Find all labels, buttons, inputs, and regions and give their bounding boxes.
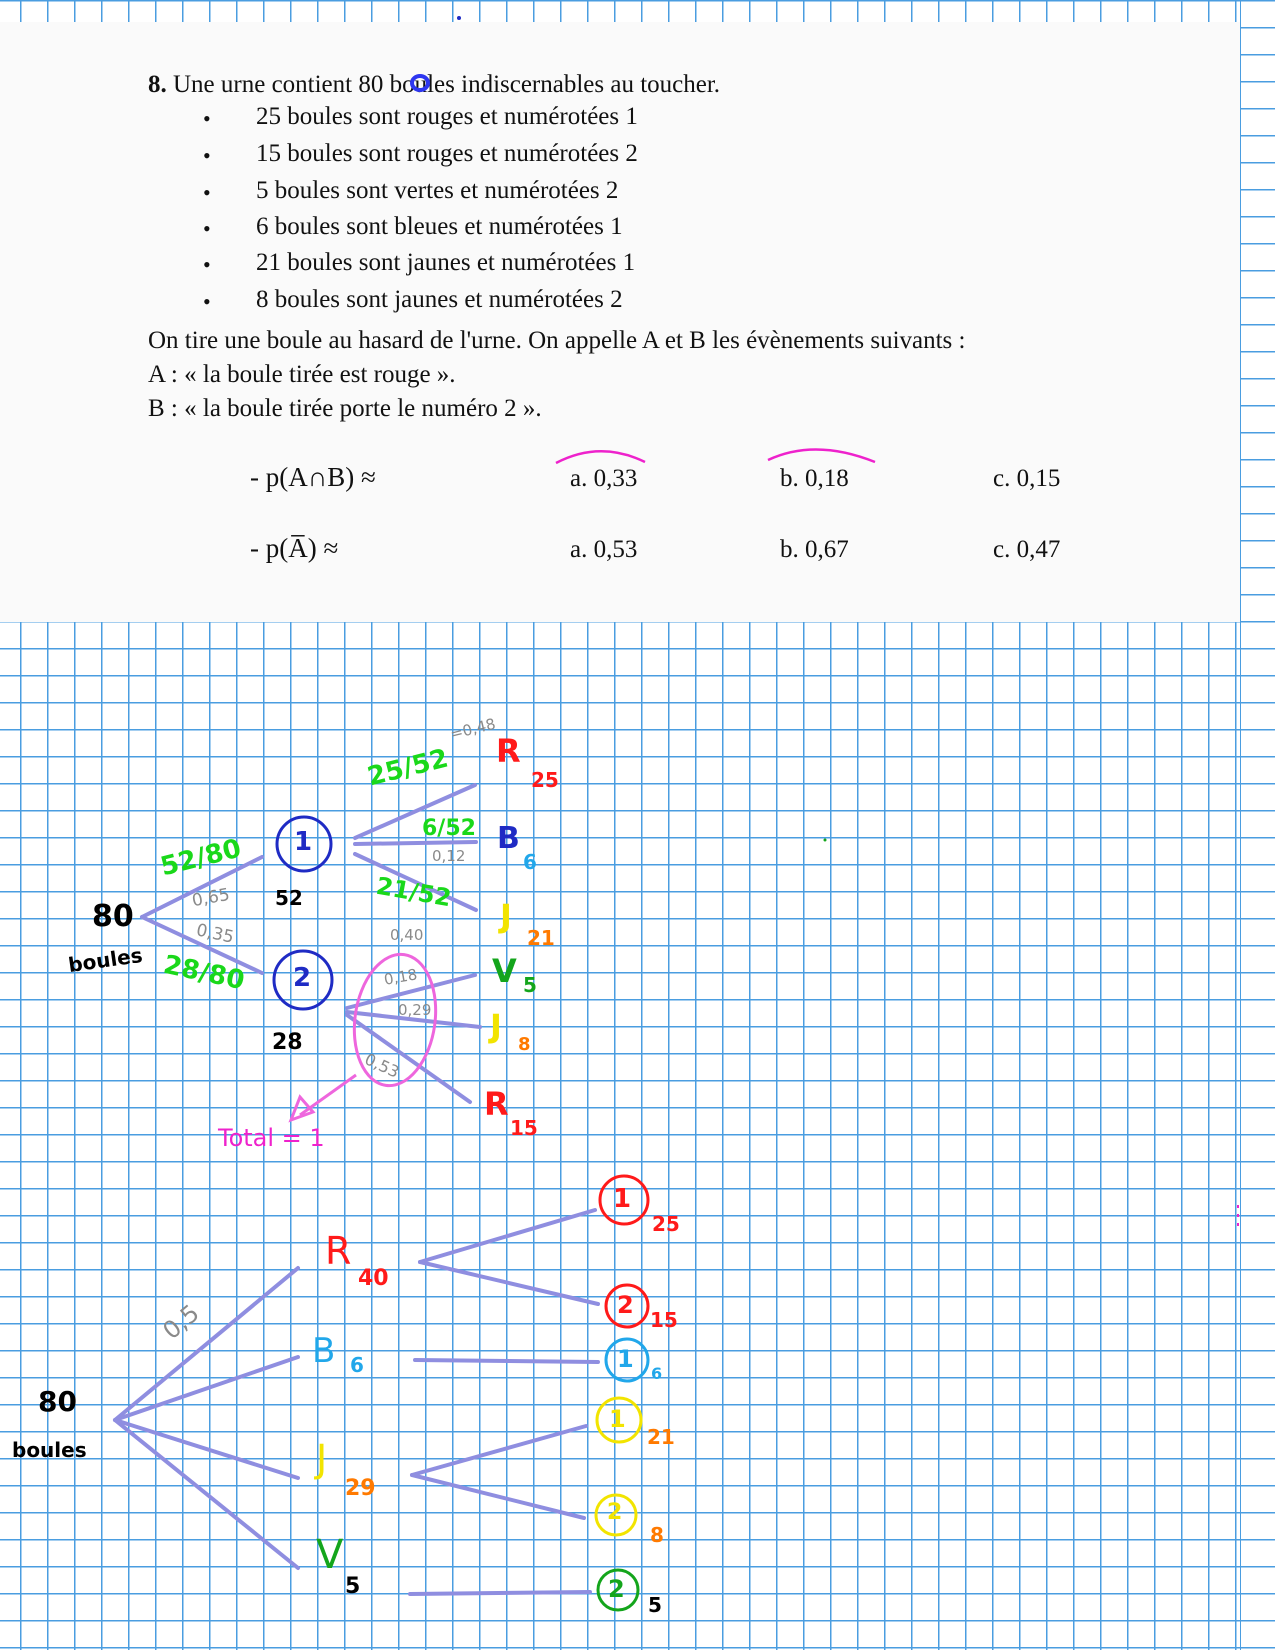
leaf2-count: 6: [523, 850, 537, 874]
color-r-letter: R: [325, 1229, 352, 1273]
leaf3-dec: 0,40: [390, 926, 424, 944]
leaf2-letter: B: [497, 821, 520, 856]
bullet: •: [203, 106, 211, 131]
leaf4-dec: 0,18: [382, 965, 419, 989]
end-4-num: 1: [609, 1405, 626, 1433]
tree2-root-count: 80: [38, 1385, 77, 1418]
leaf5-count: 8: [518, 1034, 531, 1055]
list-item: 5 boules sont vertes et numérotées 2: [256, 177, 619, 204]
bullet: •: [203, 216, 211, 241]
q1-label: - p(A∩B) ≈: [250, 462, 376, 492]
end-5-num: 2: [607, 1500, 623, 1525]
correction-circle: [412, 76, 428, 90]
leaf1-frac: 25/52: [364, 743, 452, 793]
question-number: 8.: [148, 71, 167, 98]
color-v-letter: V: [316, 1532, 344, 1578]
color-j-count: 29: [345, 1476, 376, 1501]
leaf3-frac: 21/52: [374, 871, 454, 913]
leaf1-letter: R: [496, 732, 521, 770]
end-3-num: 1: [617, 1345, 634, 1373]
bullet: •: [203, 143, 211, 168]
color-r-count: 40: [358, 1266, 389, 1291]
leaf3-count: 21: [527, 926, 555, 950]
tree2-branches: [115, 1210, 598, 1594]
q2-option-a[interactable]: a. 0,53: [570, 536, 638, 563]
q2-label: - p(A̅) ≈: [250, 533, 339, 563]
tree1-root-label: boules: [66, 942, 144, 978]
list-item: 15 boules sont rouges et numérotées 2: [256, 140, 638, 167]
node1-count: 52: [275, 886, 303, 910]
branch1-frac: 52/80: [157, 833, 245, 883]
node1-label: 1: [294, 827, 313, 857]
end-1-num: 1: [613, 1184, 632, 1214]
tree1-root-count: 80: [92, 899, 134, 934]
node2-label: 2: [293, 963, 312, 993]
q2-option-b[interactable]: b. 0,67: [780, 536, 849, 563]
answer-mark-a: [556, 451, 645, 463]
q1-option-a[interactable]: a. 0,33: [570, 465, 638, 492]
leaf2-dec: 0,12: [432, 847, 466, 865]
question-intro-text: Une urne contient 80 boules indiscernables au toucher.: [173, 71, 721, 98]
total-note: Total = 1: [218, 1124, 325, 1152]
draw-text: On tire une boule au hasard de l'urne. On appelle A et B les évènements suivants :: [148, 327, 966, 354]
event-b: B : « la boule tirée porte le numéro 2 ».: [148, 395, 542, 422]
total-arrowhead: [291, 1097, 313, 1120]
end-6-num: 2: [608, 1575, 625, 1603]
list-item: 25 boules sont rouges et numérotées 1: [256, 103, 638, 130]
leaf4-count: 5: [523, 973, 537, 997]
bullet: •: [203, 252, 211, 277]
leaf1-count: 25: [531, 768, 559, 792]
node2-count: 28: [272, 1030, 303, 1055]
leaf3-letter: J: [500, 897, 512, 935]
total-arrow: [300, 1075, 356, 1115]
branch2-dec: 0,35: [194, 920, 236, 948]
leaf6-count: 15: [510, 1116, 538, 1140]
leaf1-dec: =0,48: [448, 714, 498, 744]
end-4-count: 21: [647, 1425, 675, 1449]
answer-mark-b: [768, 449, 875, 462]
q2-option-c[interactable]: c. 0,47: [993, 536, 1061, 563]
q1-option-c[interactable]: c. 0,15: [993, 465, 1061, 492]
branch1-dec: 0,65: [190, 884, 232, 912]
leaf2-frac: 6/52: [422, 816, 476, 841]
list-item: 8 boules sont jaunes et numérotées 2: [256, 286, 623, 313]
leaf5-letter: J: [490, 1007, 502, 1045]
color-b-count: 6: [350, 1353, 364, 1377]
event-a: A : « la boule tirée est rouge ».: [148, 361, 456, 388]
q1-option-b[interactable]: b. 0,18: [780, 465, 849, 492]
leaf6-letter: R: [484, 1085, 509, 1123]
tree2-root-label: boules: [12, 1438, 87, 1462]
leaf5-dec: 0,29: [398, 1001, 432, 1019]
branch2-frac: 28/80: [160, 949, 248, 997]
end-2-num: 2: [617, 1291, 634, 1319]
end-1-count: 25: [652, 1212, 680, 1236]
list-item: 21 boules sont jaunes et numérotées 1: [256, 249, 636, 276]
color-j-letter: J: [316, 1437, 328, 1481]
bullet: •: [203, 289, 211, 314]
end-5-count: 8: [650, 1523, 664, 1547]
end-2-count: 15: [650, 1308, 678, 1332]
color-b-letter: B: [312, 1331, 336, 1371]
tree2-branch-dec: 0,5: [157, 1299, 205, 1345]
list-item: 6 boules sont bleues et numérotées 1: [256, 213, 623, 240]
leaf4-letter: V: [492, 952, 517, 990]
ink-dot: [824, 839, 827, 842]
bullet: •: [203, 180, 211, 205]
end-3-count: 6: [651, 1364, 663, 1383]
leaf6-dec: 0,53: [361, 1049, 403, 1082]
ink-dot: [457, 16, 461, 20]
end-6-count: 5: [648, 1593, 662, 1617]
color-v-count: 5: [345, 1574, 361, 1599]
